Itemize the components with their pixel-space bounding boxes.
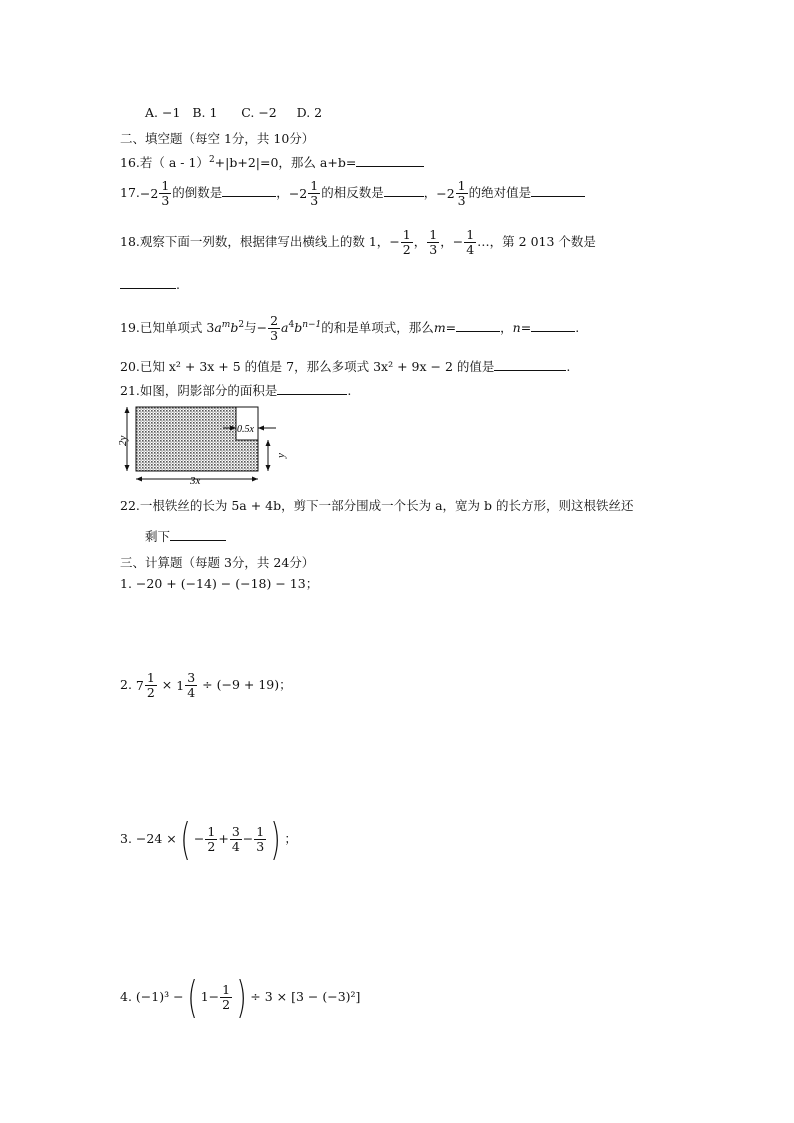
q16 [120, 151, 424, 172]
calc-3-f1-num: 1 [207, 824, 216, 839]
calc-2-mixed-1 [136, 669, 158, 703]
calc-4 [120, 972, 360, 1022]
q19-sup3: 4 [288, 320, 295, 330]
q18-frac-3-den: 4 [466, 242, 475, 257]
label-3x: 3x [190, 475, 201, 484]
q18-frac-1-num: 1 [402, 227, 411, 242]
shaded-area-figure [118, 404, 288, 487]
q20 [120, 358, 570, 376]
figure-svg [118, 404, 288, 484]
q19-sup2: 2 [238, 320, 245, 330]
q15-options [145, 104, 322, 122]
q20-end: . [566, 359, 571, 374]
q22-line1: 22.一根铁丝的长为 5a + 4b，剪下一部分围成一个长为 a，宽为 b 的长方形，则这根铁丝还 [120, 498, 634, 513]
q17-mixed-1-whole: −2 [139, 185, 159, 201]
calc-2-pre: 2. [120, 677, 136, 692]
calc-3-paren-open: ( [180, 813, 191, 865]
section3-title: 三、计算题（每题 3分，共 24分） [120, 555, 315, 570]
q21-text: 21.如图，阴影部分的面积是 [120, 383, 278, 398]
q18-text1: 18.观察下面一列数，根据律写出横线上的数 1， [120, 234, 390, 249]
q22-blank[interactable] [170, 528, 226, 541]
q19-sup1: m [221, 320, 231, 330]
q17-mixed-3-den: 3 [457, 193, 466, 208]
q19-post: 的和是单项式，那么 [321, 320, 434, 336]
calc-3-f2-num: 3 [231, 824, 240, 839]
q18-frac-3-num: 1 [466, 227, 475, 242]
q19-frac-sign: − [256, 320, 268, 336]
section2-title: 二、填空题（每空 1分，共 10分） [120, 131, 315, 146]
q17-sep-1: ， [276, 185, 289, 200]
q18-blank[interactable] [120, 276, 176, 289]
q17-part2: 的相反数是 [321, 185, 384, 200]
q19-v4: b [294, 320, 303, 336]
calc-1: 1. −20 + (−14) − (−18) − 13； [120, 576, 319, 591]
q18-f1-sign: − [389, 234, 400, 249]
q19-pre: 19.已知单项式 3 [120, 320, 215, 336]
calc-3-f1-sign: − [193, 831, 205, 846]
q19-sup4: n−1 [302, 320, 322, 330]
q17-mixed-3-num: 1 [457, 178, 466, 193]
q17-part1: 的倒数是 [172, 185, 223, 200]
calc-2-m2-frac [185, 671, 197, 700]
calc-2-m2-den: 4 [187, 685, 196, 700]
calc-4-paren-close: ) [236, 971, 247, 1023]
calc-3-f3-num: 1 [256, 824, 265, 839]
q17-sep-2: ， [423, 185, 437, 200]
calc-3-paren-close: ) [270, 813, 281, 865]
calc-3-f3-den: 3 [256, 839, 265, 854]
q18-text2: …，第 2 013 个数是 [477, 234, 596, 249]
label-2y: 2y [118, 435, 129, 446]
q19-n: n [512, 320, 521, 336]
calc-4-post: ÷ 3 × [3 − (−3)²] [250, 989, 361, 1004]
q19-end: . [575, 320, 580, 336]
calc-4-paren-open: ( [186, 971, 198, 1023]
q18-frac-2 [427, 228, 439, 257]
calc-3-frac-2 [230, 825, 242, 854]
q22-line2 [145, 528, 226, 546]
q17-mixed-1-num: 1 [161, 178, 170, 193]
q17-blank-3[interactable] [531, 184, 585, 197]
q17-mixed-2-num: 1 [310, 178, 319, 193]
q22-remaining: 剩下 [145, 529, 171, 544]
q17-mixed-3 [436, 177, 468, 211]
option-d: D. 2 [296, 105, 323, 120]
q17-blank-1[interactable] [222, 184, 276, 197]
q19-v3: a [281, 320, 289, 336]
q20-blank[interactable] [494, 358, 566, 371]
calc-3 [120, 814, 297, 864]
q17-number: 17. [120, 185, 140, 200]
q18-frac-3 [464, 228, 476, 257]
option-b: B. 1 [192, 105, 218, 120]
calc-4-f-num: 1 [222, 982, 231, 997]
calc-3-f1-den: 2 [207, 839, 216, 854]
q19-eq-1: = [445, 320, 457, 336]
calc-2-m1-num: 1 [146, 670, 155, 685]
q19-frac [268, 314, 280, 343]
q19-v2: b [230, 320, 239, 336]
calc-4-frac [220, 983, 232, 1012]
calc-2-m1-frac [145, 671, 157, 700]
q18-frac-1 [401, 228, 413, 257]
calc-3-plus: + [218, 831, 229, 846]
q19-v1: a [214, 320, 222, 336]
q21 [120, 382, 351, 400]
q19-blank-m[interactable] [456, 319, 500, 332]
q19-mid: 与 [244, 320, 257, 336]
q19-m: m [433, 320, 446, 336]
q17-mixed-2-whole: −2 [288, 185, 308, 201]
q17-mixed-3-frac [456, 179, 468, 208]
calc-3-pre: 3. −24 × [120, 831, 177, 846]
q17-mixed-2-frac [308, 179, 320, 208]
calc-2-m1-whole: 7 [135, 677, 144, 693]
q17-mixed-1 [140, 177, 172, 211]
q19-frac-den: 3 [270, 328, 279, 344]
q17 [120, 176, 585, 211]
q18-frac-2-num: 1 [429, 227, 438, 242]
q16-pre: 16.若（ a - 1） [120, 155, 209, 171]
q21-blank[interactable] [277, 382, 347, 395]
calc-2 [120, 668, 292, 703]
q19-blank-n[interactable] [531, 319, 575, 332]
q17-mixed-2 [289, 177, 321, 211]
label-y: y [275, 453, 287, 458]
option-c: C. −2 [241, 105, 277, 120]
q19-comma: ， [500, 320, 513, 336]
q21-end: . [347, 383, 352, 398]
calc-2-times: × [161, 677, 173, 692]
q16-sup: 2 [208, 155, 215, 165]
q17-mixed-1-frac [159, 179, 171, 208]
calc-2-post: ÷ (−9 + 19)； [202, 677, 292, 692]
calc-3-end: ； [284, 831, 297, 846]
calc-4-one: 1− [200, 989, 220, 1004]
q17-mixed-2-den: 3 [310, 193, 319, 208]
q17-part3: 的绝对值是 [468, 185, 532, 200]
q16-post: +|b+2|=0，那么 a+b= [214, 155, 357, 171]
calc-3-minus: − [242, 831, 254, 846]
calc-3-f2-den: 4 [231, 839, 240, 854]
calc-2-m2-whole: 1 [176, 677, 185, 693]
option-a: A. −1 [145, 105, 181, 120]
q17-mixed-1-den: 3 [161, 193, 170, 208]
calc-3-frac-1 [205, 825, 217, 854]
calc-2-m2-num: 3 [187, 670, 196, 685]
calc-4-f-den: 2 [222, 997, 231, 1012]
q16-blank[interactable] [356, 154, 424, 167]
q18-end: . [176, 277, 180, 292]
q20-text: 20.已知 x² + 3x + 5 的值是 7，那么多项式 3x² + 9x − 2 的值是 [120, 359, 495, 374]
q17-mixed-3-whole: −2 [436, 185, 455, 201]
q18-f3-sign: − [452, 234, 464, 249]
calc-2-mixed-2 [176, 669, 198, 703]
calc-2-m1-den: 2 [146, 685, 155, 700]
label-0-5x: 0.5x [237, 424, 254, 435]
q19-eq-2: = [520, 320, 532, 336]
calc-4-pre: 4. (−1)³ − [120, 989, 184, 1004]
q19 [120, 308, 579, 345]
q18: 18.观察下面一列数，根据律写出横线上的数 1，− $\frac{1}{2}$ ， $\frac{1}{3}$ ，− $\frac{1}{4}$ …，第 2 013 个数是 [120, 227, 596, 257]
q18-frac-1-den: 2 [402, 242, 411, 257]
q18-answer-line [120, 276, 180, 294]
q17-blank-2[interactable] [384, 184, 424, 197]
q18-frac-2-den: 3 [429, 242, 438, 257]
calc-3-frac-3 [254, 825, 266, 854]
q19-frac-num: 2 [270, 313, 279, 329]
